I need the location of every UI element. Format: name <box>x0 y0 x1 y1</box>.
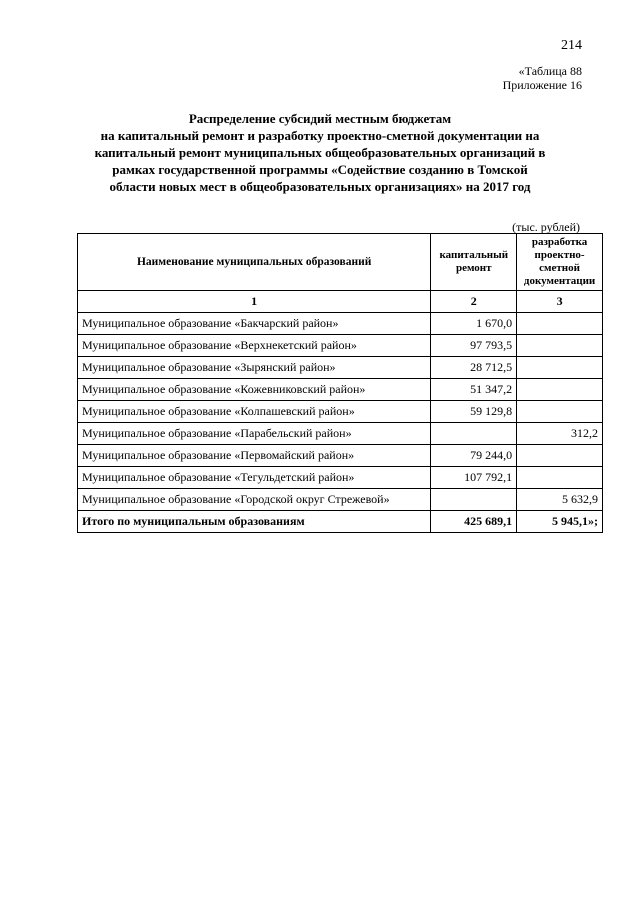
design-doc-value <box>517 379 603 401</box>
capital-repair-value <box>431 489 517 511</box>
column-number: 1 <box>78 291 431 313</box>
table-row <box>78 489 603 511</box>
municipality-name: Муниципальное образование «Зырянский район» <box>78 357 431 379</box>
table-row <box>78 335 603 357</box>
title-line: на капитальный ремонт и разработку проектно-сметной документации на <box>100 128 540 143</box>
design-doc-value: 312,2 <box>517 423 603 445</box>
design-doc-value: 5 632,9 <box>517 489 603 511</box>
municipality-name: Муниципальное образование «Парабельский район» <box>78 423 431 445</box>
column-number-row <box>78 291 603 313</box>
table-number: «Таблица 88 <box>518 64 582 78</box>
municipality-name: Муниципальное образование «Кожевниковский район» <box>78 379 431 401</box>
capital-repair-value: 79 244,0 <box>431 445 517 467</box>
header-municipality: Наименование муниципальных образований <box>78 234 431 291</box>
title-line: капитальный ремонт муниципальных общеобразовательных организаций в <box>94 145 546 160</box>
total-capital-repair: 425 689,1 <box>431 511 517 533</box>
total-design-doc: 5 945,1»; <box>517 511 603 533</box>
column-number: 2 <box>431 291 517 313</box>
header-capital-repair: капитальный ремонт <box>431 234 517 291</box>
design-doc-value <box>517 357 603 379</box>
document-title <box>60 110 580 195</box>
capital-repair-value: 51 347,2 <box>431 379 517 401</box>
title-line: рамках государственной программы «Содействие созданию в Томской <box>112 162 528 177</box>
header-design-documentation: разработка проектно-сметной документации <box>517 234 603 291</box>
municipality-name: Муниципальное образование «Верхнекетский район» <box>78 335 431 357</box>
design-doc-value <box>517 445 603 467</box>
table-row <box>78 467 603 489</box>
municipality-name: Муниципальное образование «Бакчарский район» <box>78 313 431 335</box>
municipality-name: Муниципальное образование «Городской округ Стрежевой» <box>78 489 431 511</box>
municipality-name: Муниципальное образование «Первомайский район» <box>78 445 431 467</box>
table-row <box>78 379 603 401</box>
title-line: Распределение субсидий местным бюджетам <box>188 111 452 126</box>
units-label: (тыс. рублей) <box>512 220 580 234</box>
capital-repair-value: 97 793,5 <box>431 335 517 357</box>
table-reference <box>420 64 582 92</box>
header-row <box>78 234 603 291</box>
table-row <box>78 445 603 467</box>
capital-repair-value <box>431 423 517 445</box>
design-doc-value <box>517 313 603 335</box>
capital-repair-value: 107 792,1 <box>431 467 517 489</box>
table-row <box>78 401 603 423</box>
appendix-number: Приложение 16 <box>502 78 582 92</box>
design-doc-value <box>517 467 603 489</box>
column-number: 3 <box>517 291 603 313</box>
design-doc-value <box>517 401 603 423</box>
total-row <box>78 511 603 533</box>
total-label: Итого по муниципальным образованиям <box>78 511 431 533</box>
capital-repair-value: 1 670,0 <box>431 313 517 335</box>
table-row <box>78 357 603 379</box>
municipality-name: Муниципальное образование «Тегульдетский район» <box>78 467 431 489</box>
municipality-name: Муниципальное образование «Колпашевский район» <box>78 401 431 423</box>
title-line: области новых мест в общеобразовательных организациях» на 2017 год <box>109 179 531 194</box>
subsidy-table <box>77 233 603 533</box>
page-number: 214 <box>561 38 582 53</box>
design-doc-value <box>517 335 603 357</box>
table-row <box>78 423 603 445</box>
table-row <box>78 313 603 335</box>
capital-repair-value: 59 129,8 <box>431 401 517 423</box>
capital-repair-value: 28 712,5 <box>431 357 517 379</box>
